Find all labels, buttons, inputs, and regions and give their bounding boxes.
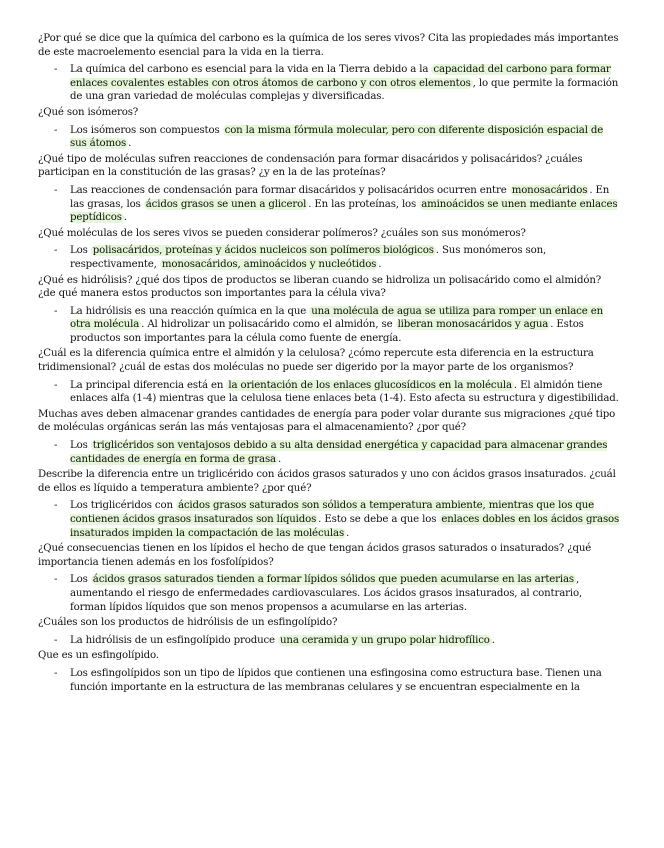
highlighted-text: con la misma fórmula molecular, pero con diferente disposición espacial de sus átomos <box>70 124 604 150</box>
answer-list <box>38 305 620 346</box>
question-text: Describe la diferencia entre un triglicérido con ácidos grasos saturados y uno con ácidos grasos insaturados. ¿cuál de ellos es líquido a temperatura ambiente? ¿por qué? <box>38 469 616 494</box>
question-text: ¿Por qué se dice que la química del carbono es la química de los seres vivos? Cita las propiedades más importantes de este macroelemento esencial para la vida en la tierra. <box>38 33 619 58</box>
bullet-dash-icon: - <box>54 184 58 196</box>
answer-text: . <box>123 212 127 224</box>
highlighted-text: polisacáridos, proteínas y ácidos nucleicos son polímeros biológicos <box>92 245 434 257</box>
question-text: ¿Qué consecuencias tienen en los lípidos el hecho de que tengan ácidos grasos saturados o insaturados? ¿qué importancia tienen además en los fosfolípidos? <box>38 543 592 568</box>
answer-text: . <box>378 258 382 270</box>
answer-item <box>38 499 620 540</box>
answer-list <box>38 63 620 104</box>
answer-item <box>38 379 620 406</box>
answer-item <box>38 667 620 694</box>
question-text: ¿Qué moléculas de los seres vivos se pueden considerar polímeros? ¿cuáles son sus monómeros? <box>38 227 526 239</box>
answer-text: Los isómeros son compuestos <box>70 124 223 136</box>
highlighted-text: una ceramida y un grupo polar hidrofílico <box>280 634 490 646</box>
highlighted-text: monosacáridos <box>511 184 588 196</box>
answer-list <box>38 244 620 271</box>
answer-text: La hidrólisis de un esfingolípido produce <box>70 634 279 646</box>
answer-text: . En las grasas, los <box>70 184 610 210</box>
bullet-dash-icon: - <box>54 667 58 679</box>
question-text: ¿Cuál es la diferencia química entre el almidón y la celulosa? ¿cómo repercute esta diferencia en la estructura tridimensional? ¿cuál de estas dos moléculas no puede ser digerido por la mayor parte de los organismos? <box>38 348 594 374</box>
answer-text: , lo que permite la formación de una gran variedad de moléculas complejas y diversificadas. <box>70 77 619 103</box>
bullet-dash-icon: - <box>54 64 58 76</box>
answer-text: . <box>491 634 495 646</box>
answer-text: . Sus monómeros son, respectivamente, <box>70 245 547 270</box>
answer-list <box>38 573 620 614</box>
highlighted-text: una molécula de agua se utiliza para romper un enlace en otra molécula <box>70 305 603 331</box>
highlighted-text: triglicéridos son ventajosos debido a su alta densidad energética y capacidad para almacenar grandes cantidades de energía en forma de grasa <box>70 440 608 465</box>
answer-text: Los triglicéridos con <box>70 500 176 512</box>
answer-list <box>38 124 620 151</box>
answer-item <box>38 573 620 614</box>
highlighted-text: liberan monosacáridos y agua <box>397 319 549 331</box>
answer-text: Los <box>70 440 91 452</box>
answer-item <box>38 124 620 151</box>
bullet-dash-icon: - <box>54 500 58 512</box>
highlighted-text: la orientación de los enlaces glucosídicos en la molécula <box>228 379 512 391</box>
answer-list <box>38 184 620 225</box>
bullet-dash-icon: - <box>54 124 58 136</box>
bullet-dash-icon: - <box>54 305 58 317</box>
highlighted-text: enlaces dobles en los ácidos grasos insaturados impiden la compactación de las moléculas <box>70 514 620 539</box>
answer-text: Los <box>70 245 91 257</box>
answer-text: Los esfingolípidos son un tipo de lípidos que contienen una esfingosina como estructura base. Tienen una función importante en la estructura de las membranas celulares y se encuentran especialmente en la <box>70 667 602 693</box>
answer-list <box>38 439 620 466</box>
bullet-dash-icon: - <box>54 634 58 646</box>
highlighted-text: monosacáridos, aminoácidos y nucleótidos <box>161 258 377 270</box>
answer-text: . <box>346 527 350 539</box>
answer-text: La hidrólisis es una reacción química en la que <box>70 305 310 317</box>
answer-item <box>38 439 620 466</box>
question-text: ¿Cuáles son los productos de hidrólisis de un esfingolípido? <box>38 617 338 629</box>
answer-item <box>38 634 620 648</box>
answer-text: Las reacciones de condensación para formar disacáridos y polisacáridos ocurren entre <box>70 184 510 196</box>
bullet-dash-icon: - <box>54 245 58 257</box>
answer-item <box>38 63 620 104</box>
answer-list <box>38 499 620 540</box>
highlighted-text: ácidos grasos saturados tienden a formar lípidos sólidos que pueden acumularse en las arterias <box>92 574 574 586</box>
highlighted-text: ácidos grasos saturados son sólidos a temperatura ambiente, mientras que los que contienen ácidos grasos insaturados son líquidos <box>70 500 595 525</box>
answer-list <box>38 667 620 694</box>
highlighted-text: capacidad del carbono para formar enlaces covalentes estables con otros átomos de carbono y con otros elementos <box>70 64 611 89</box>
question-text: ¿Qué son isómeros? <box>38 106 139 118</box>
document-body <box>38 32 620 696</box>
question-text: Muchas aves deben almacenar grandes cantidades de energía para poder volar durante sus migraciones ¿qué tipo de moléculas orgánicas serán las más ventajosas para el almacenamiento? ¿por qué? <box>38 408 616 434</box>
bullet-dash-icon: - <box>54 379 58 391</box>
question-text: Que es un esfingolípido. <box>38 650 159 662</box>
answer-text: . El almidón tiene enlaces alfa (1-4) mientras que la celulosa tiene enlaces beta (1-4). Esto afecta su estructura y digestibilidad. <box>70 379 619 405</box>
answer-text: , aumentando el riesgo de enfermedades cardiovasculares. Los ácidos grasos insaturados, al contrario, forman lípidos líquidos que son menos propensos a acumularse en las arterias. <box>70 574 583 613</box>
answer-text: Los <box>70 574 91 586</box>
answer-text: La química del carbono es esencial para la vida en la Tierra debido a la <box>70 64 432 76</box>
highlighted-text: aminoácidos se unen mediante enlaces peptídicos <box>70 198 618 224</box>
answer-list <box>38 634 620 648</box>
question-text: ¿Qué es hidrólisis? ¿qué dos tipos de productos se liberan cuando se hidroliza un polisacárido como el almidón? ¿de qué manera estos productos son importantes para la célula viva? <box>38 274 602 300</box>
answer-text: La principal diferencia está en <box>70 379 227 391</box>
answer-text: . Esto se debe a que los <box>318 514 440 525</box>
answer-text: . <box>277 453 282 465</box>
bullet-dash-icon: - <box>54 574 58 586</box>
question-text: ¿Qué tipo de moléculas sufren reacciones de condensación para formar disacáridos y polisacáridos? ¿cuáles participan en la constitución de las grasas? ¿y en la de las proteínas? <box>38 153 583 179</box>
answer-text: . <box>128 138 132 150</box>
answer-text: . En las proteínas, los <box>308 198 420 210</box>
answer-text: . Al hidrolizar un polisacárido como el almidón, se <box>141 319 396 331</box>
answer-text: . Estos productos son importantes para la célula como fuente de energía. <box>70 319 584 344</box>
answer-item <box>38 305 620 346</box>
answer-item <box>38 244 620 271</box>
highlighted-text: ácidos grasos se unen a glicerol <box>145 198 307 210</box>
bullet-dash-icon: - <box>54 440 58 452</box>
answer-item <box>38 184 620 225</box>
answer-list <box>38 379 620 406</box>
